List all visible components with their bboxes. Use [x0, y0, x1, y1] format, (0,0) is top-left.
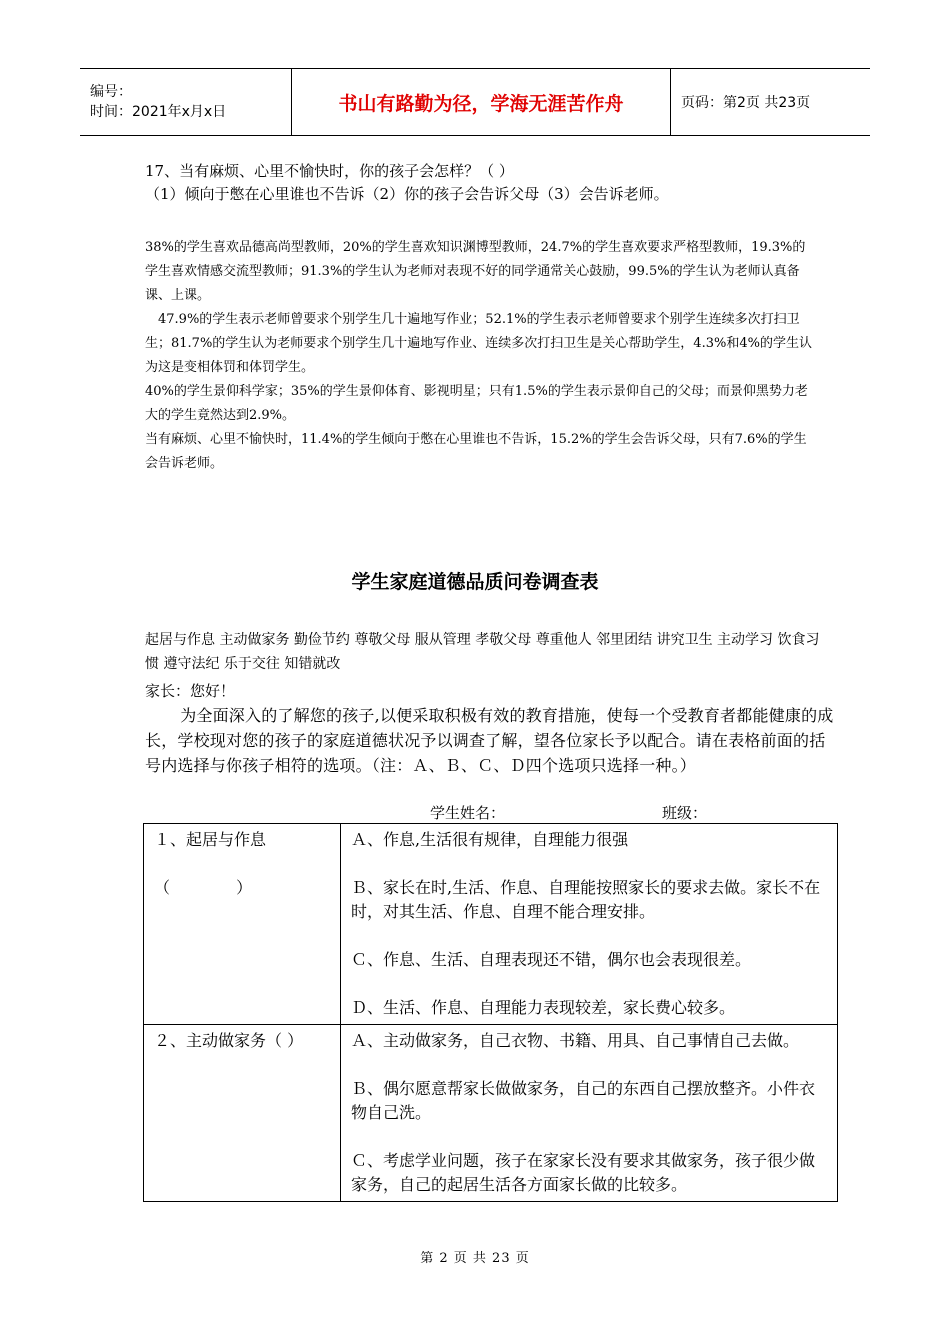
survey-title: 学生家庭道德品质问卷调查表 — [351, 571, 599, 593]
option-d: Ｄ、生活、作息、自理能力表现较差，家长费心较多。 — [351, 998, 736, 1017]
option-c: Ｃ、作息、生活、自理表现还不错，偶尔也会表现很差。 — [351, 950, 752, 969]
stats-paragraph-4: 当有麻烦、心里不愉快时，11.4%的学生倾向于憋在心里谁也不告诉，15.2%的学生会告诉父母，只有7.6%的学生会告诉老师。 — [145, 432, 807, 471]
stats-paragraph-1: 38%的学生喜欢品德高尚型教师，20%的学生喜欢知识渊博型教师，24.7%的学生喜欢要求严格型教师，19.3%的学生喜欢情感交流型教师；91.3%的学生认为老师对表现不好的同学通常关心鼓励，99.5%的学生认为老师认真备课、上课。 — [145, 240, 806, 303]
survey-table — [143, 823, 838, 1202]
student-info-line — [430, 802, 707, 824]
option-c: Ｃ、考虑学业问题，孩子在家家长没有要求其做家务，孩子很少做家务，自己的起居生活各方面家长做的比较多。 — [351, 1151, 816, 1194]
survey-topic-list: 起居与作息 主动做家务 勤俭节约 尊敬父母 服从管理 孝敬父母 尊重他人 邻里团结 讲究卫生 主动学习 饮食习惯 遵守法纪 乐于交往 知错就改 — [145, 632, 820, 672]
header-meta — [80, 69, 292, 136]
stats-paragraph-2: 47.9%的学生表示老师曾要求个别学生几十遍地写作业；52.1%的学生表示老师曾要求个别学生连续多次打扫卫生；81.7%的学生认为老师要求个别学生几十遍地写作业、连续多次打扫卫生是关心帮助学生，4.3%和4%的学生认为这是变相体罚和体罚学生。 — [145, 312, 812, 375]
question-cell — [144, 824, 341, 1025]
options-cell — [341, 1025, 838, 1202]
options-cell — [341, 824, 838, 1025]
option-b: Ｂ、家长在时,生活、作息、自理能按照家长的要求去做。家长不在时，对其生活、作息、自理不能合理安排。 — [351, 878, 821, 921]
question-17-text: 17、当有麻烦、心里不愉快时，你的孩子会怎样？（ ） — [145, 162, 514, 180]
page-header — [80, 68, 870, 136]
stats-paragraph-3: 40%的学生景仰科学家；35%的学生景仰体育、影视明星；只有1.5%的学生表示景仰自己的父母；而景仰黑势力老大的学生竟然达到2.9%。 — [145, 384, 808, 423]
question-label: ２、主动做家务（ ） — [154, 1031, 304, 1050]
survey-intro: 为全面深入的了解您的孩子,以便采取积极有效的教育措施，使每一个受教育者都能健康的成长，学校现对您的孩子的家庭道德状况予以调查了解，望各位家长予以配合。请在表格前面的括号内选择与你孩子相符的选项。（注：Ａ、Ｂ、Ｃ、Ｄ四个选项只选择一种。） — [145, 706, 834, 775]
question-label: １、起居与作息 — [154, 830, 267, 849]
class-label: 班级： — [662, 804, 708, 822]
option-a: Ａ、作息,生活很有规律，自理能力很强 — [351, 830, 629, 849]
answer-blank[interactable]: （ ） — [154, 878, 253, 897]
survey-greeting: 家长：您好！ — [145, 682, 236, 700]
student-name-label: 学生姓名： — [430, 804, 506, 822]
document-time-label: 时间：2021年x月x日 — [90, 104, 227, 120]
document-number-label: 编号： — [90, 84, 132, 100]
option-a: Ａ、主动做家务，自己衣物、书籍、用具、自己事情自己去做。 — [351, 1031, 800, 1050]
header-page-info: 页码：第2页 共23页 — [671, 69, 871, 136]
header-motto: 书山有路勤为径，学海无涯苦作舟 — [292, 69, 671, 136]
question-17 — [145, 160, 865, 206]
survey-statistics — [145, 236, 815, 476]
question-17-options: （1）倾向于憋在心里谁也不告诉（2）你的孩子会告诉父母（3）会告诉老师。 — [145, 185, 669, 203]
option-b: Ｂ、偶尔愿意帮家长做做家务，自己的东西自己摆放整齐。小件衣物自己洗。 — [351, 1079, 816, 1122]
question-cell — [144, 1025, 341, 1202]
page-footer: 第 2 页 共 23 页 — [420, 1251, 530, 1266]
table-row — [144, 1025, 838, 1202]
table-row — [144, 824, 838, 1025]
